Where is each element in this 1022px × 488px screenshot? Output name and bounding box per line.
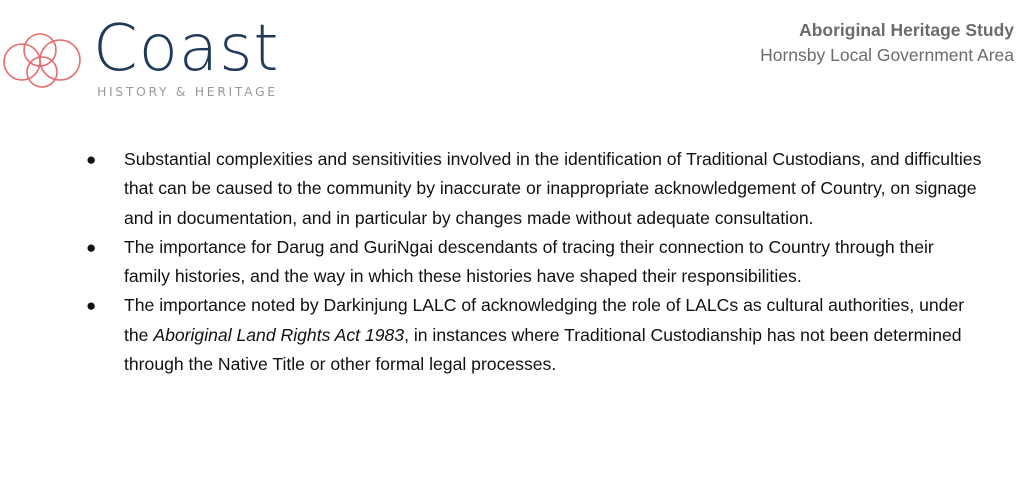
bullet-text: The importance for Darug and GuriNgai descendants of tracing their connection to Country through their family histories, and the way in which these histories have shaped their responsibilities.: [124, 236, 934, 287]
coast-logo: [0, 14, 300, 104]
logo-wordmark: Coast: [93, 12, 280, 86]
bullet-item-2: [84, 233, 984, 292]
bullet-marker: ●: [86, 150, 97, 169]
act-title: Aboriginal Land Rights Act 1983: [153, 324, 405, 345]
bullet-marker: ●: [86, 296, 97, 316]
bullet-item-3: [84, 291, 984, 379]
bullet-text: Substantial complexities and sensitivities involved in the identification of Traditional Custodians, and difficulties that can be caused to the community by inaccurate or inappropriate acknowledgement of Country, on signage and in documentation, and in particular by changes made without adequate consultation.: [124, 149, 982, 228]
header-title: Aboriginal Heritage Study: [799, 20, 1014, 40]
header-subtitle: Hornsby Local Government Area: [760, 45, 1014, 65]
bullet-list: [84, 145, 984, 379]
logo-tagline: HISTORY & HERITAGE: [97, 84, 278, 99]
bullet-text-before: The importance noted by Darkinjung LALC of acknowledging the role of LALCs as cultural authorities, under the: [124, 295, 965, 345]
bullet-text-after: , in instances where Traditional Custodianship has not been determined through the Native Title or other formal legal processes.: [124, 324, 962, 375]
logo-circles-icon: [0, 24, 92, 96]
document-header: [760, 18, 1014, 68]
bullet-item-1: [84, 145, 984, 233]
bullet-marker: ●: [86, 237, 97, 257]
